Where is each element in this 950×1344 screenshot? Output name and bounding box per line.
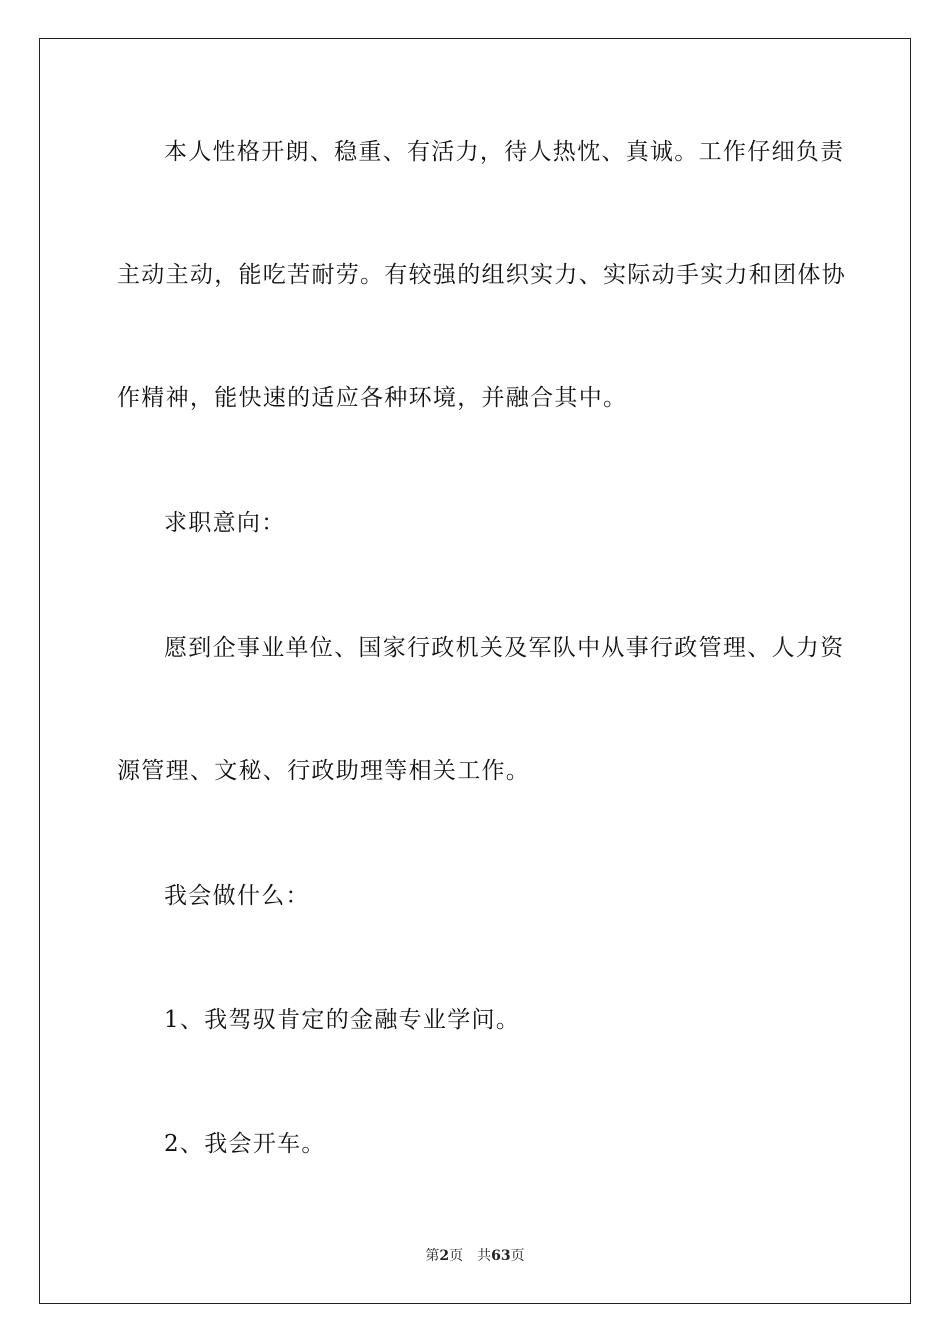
footer-page-suffix: 页 [449, 1248, 464, 1264]
text-line-personality-3: 作精神，能快速的适应各种环境，并融合其中。 [117, 385, 628, 411]
footer-total-prefix: 共 [477, 1248, 492, 1264]
section-heading-skills: 我会做什么： [164, 883, 310, 909]
footer-total-suffix: 页 [510, 1248, 525, 1264]
page-border [39, 38, 911, 1304]
footer-total-pages: 63 [491, 1248, 511, 1264]
page-footer [0, 1246, 950, 1266]
skill-item-1: 1、我驾驭肯定的金融专业学问。 [164, 1007, 521, 1033]
text-line-personality-1: 本人性格开朗、稳重、有活力，待人热忱、真诚。工作仔细负责 [164, 139, 845, 165]
section-heading-job-intention: 求职意向： [164, 510, 286, 536]
text-line-intention-1: 愿到企事业单位、国家行政机关及军队中从事行政管理、人力资 [164, 635, 845, 661]
text-line-intention-2: 源管理、文秘、行政助理等相关工作。 [117, 758, 531, 784]
text-line-personality-2: 主动主动，能吃苦耐劳。有较强的组织实力、实际动手实力和团体协 [117, 262, 846, 288]
footer-page-number: 2 [439, 1248, 450, 1264]
skill-item-2: 2、我会开车。 [164, 1131, 326, 1157]
footer-page-prefix: 第 [425, 1248, 440, 1264]
